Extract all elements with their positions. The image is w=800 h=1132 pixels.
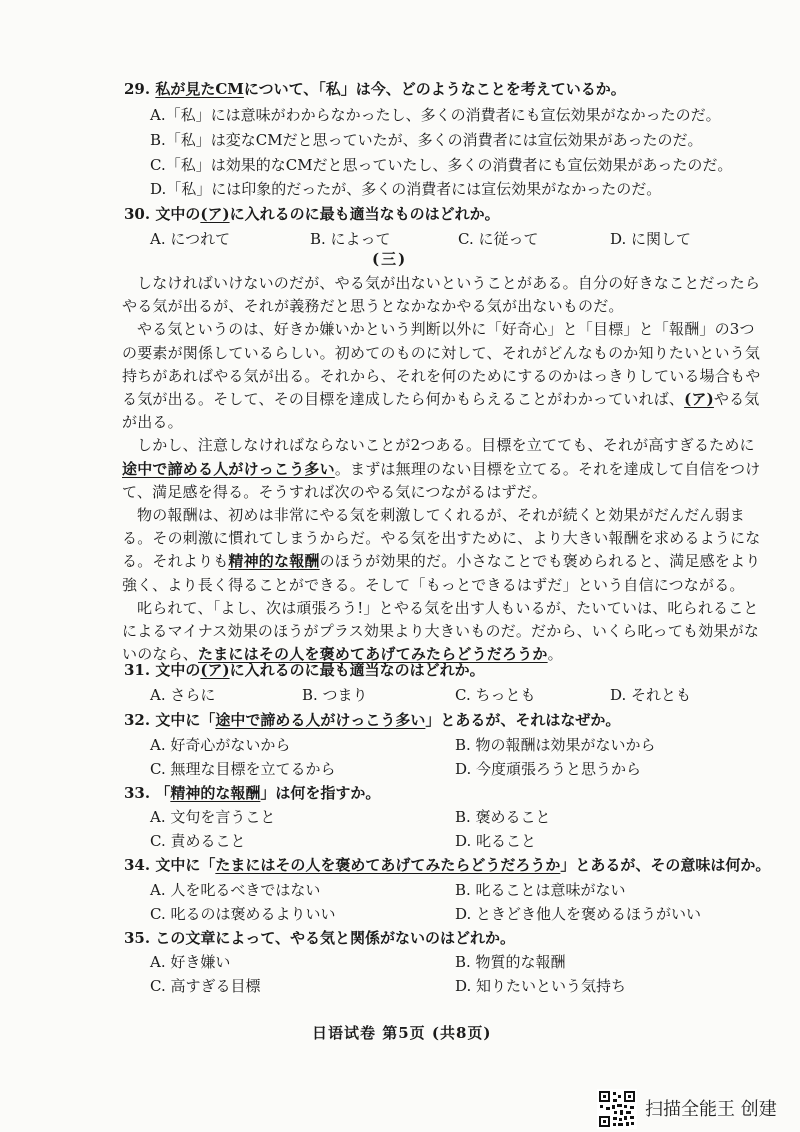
q30-option-b: B. によって — [310, 230, 391, 248]
qr-code-icon — [597, 1089, 637, 1129]
q34-underlined-phrase: たまにはその人を褒めてあげてみたらどうだろうか — [215, 856, 561, 874]
q32-option-d: D. 今度頑張ろうと思うから — [455, 760, 642, 778]
q34-option-b: B. 叱ることは意味がない — [455, 881, 626, 899]
q32-option-c: C. 無理な目標を立てるから — [150, 760, 336, 778]
q33-underlined-phrase: 精神的な報酬 — [170, 784, 261, 802]
q29-option-d: D.「私」には印象的だったが、多くの消費者には宣伝効果がなかったのだ。 — [150, 180, 662, 198]
q30-option-a: A. につれて — [150, 230, 231, 248]
scanner-watermark: 扫描全能王 创建 — [645, 1099, 777, 1120]
passage-underline-32: 途中で諦める人がけっこう多い — [122, 459, 335, 478]
reading-passage — [122, 272, 762, 666]
q35-option-c: C. 高すぎる目標 — [150, 977, 261, 995]
passage-underline-34: たまにはその人を褒めてあげてみたらどうだろうか — [198, 645, 548, 664]
q29-option-c: C.「私」は効果的なCMだと思っていたし、多くの消費者にも宣伝効果があったのだ。 — [150, 156, 733, 174]
passage-paragraph-3: しかし、注意しなければならないことが2つある。目標を立てても、それが高すぎるために途中で諦める人がけっこう多い。まずは無理のない目標を立てる。それを達成して自信をつけて、満足感を得る。そうすれば次のやる気につながるはずだ。 — [122, 436, 761, 501]
passage-blank-a: (ア) — [684, 390, 714, 409]
q31-option-a: A. さらに — [150, 686, 216, 704]
passage-underline-33: 精神的な報酬 — [228, 552, 320, 571]
q34-option-c: C. 叱るのは褒めるよりいい — [150, 905, 336, 923]
question-35-stem: 35. この文章によって、やる気と関係がないのはどれか。 — [124, 929, 516, 947]
question-30-stem: 30. 文中の(ア)に入れるのに最も適当なものはどれか。 — [124, 205, 500, 223]
q33-option-d: D. 叱ること — [455, 832, 537, 850]
passage-paragraph-5: 叱られて、「よし、次は頑張ろう!」とやる気を出す人もいるが、たいていは、叱られることによるマイナス効果のほうがプラス効果より大きいものだ。だから、いくら叱っても効果がないのなら、たまにはその人を褒めてあげてみたらどうだろうか。 — [122, 598, 760, 664]
q34-option-a: A. 人を叱るべきではない — [150, 881, 321, 899]
q29-option-b: B.「私」は変なCMだと思っていたが、多くの消費者には宣伝効果があったのだ。 — [150, 131, 703, 149]
q33-option-a: A. 文句を言うこと — [150, 808, 276, 826]
page-footer: 日语试卷 第5页 (共8页) — [312, 1024, 492, 1042]
q31-option-c: C. ちっとも — [455, 686, 536, 704]
q32-option-a: A. 好奇心がないから — [150, 736, 291, 754]
question-31-stem: 31. 文中の(ア)に入れるのに最も適当なのはどれか。 — [124, 661, 485, 679]
question-33-stem: 33. 「精神的な報酬」は何を指すか。 — [124, 784, 381, 802]
q35-option-a: A. 好き嫌い — [150, 953, 231, 971]
q31-option-d: D. それとも — [610, 686, 692, 704]
q30-option-d: D. に関して — [610, 230, 692, 248]
q31-option-b: B. つまり — [302, 686, 368, 704]
q32-option-b: B. 物の報酬は効果がないから — [455, 736, 656, 754]
passage-paragraph-4: 物の報酬は、初めは非常にやる気を刺激してくれるが、それが続くと効果がだんだん弱まる。その刺激に慣れてしまうからだ。やる気を出すために、より大きい報酬を求めるようになる。それよりも精神的な報酬のほうが効果的だ。小さなことでも褒められると、満足感をより強く、より長く得ることができる。そして「もっとできるはずだ」という自信につながる。 — [122, 506, 761, 594]
question-34-stem: 34. 文中に「たまにはその人を褒めてあげてみたらどうだろうか」とあるが、その意味は何か。 — [124, 856, 771, 874]
section-heading: (三) — [372, 250, 408, 268]
q33-option-c: C. 責めること — [150, 832, 246, 850]
q32-underlined-phrase: 途中で諦める人がけっこう多い — [215, 711, 426, 729]
q35-option-d: D. 知りたいという気持ち — [455, 977, 627, 995]
q29-underlined-phrase: 私が見たCM — [155, 80, 244, 98]
passage-paragraph-1: しなければいけないのだが、やる気が出ないということがある。自分の好きなことだったらやる気が出るが、それが義務だと思うとなかなかやる気が出ないものだ。 — [122, 274, 761, 316]
q30-blank: (ア) — [200, 205, 230, 223]
question-32-stem: 32. 文中に「途中で諦める人がけっこう多い」とあるが、それはなぜか。 — [124, 711, 621, 729]
q29-option-a: A.「私」には意味がわからなかったし、多くの消費者にも宣伝効果がなかったのだ。 — [150, 106, 721, 124]
passage-paragraph-2: やる気というのは、好きか嫌いかという判断以外に「好奇心」と「目標」と「報酬」の3つの要素が関係しているらしい。初めてのものに対して、それがどんなものか知りたいという気持ちがあればやる気が出る。それから、それを何のためにするのかはっきりしている場合もやる気が出る。そして、その目標を達成したら何かもらえることがわかっていれば、(ア)やる気が出る。 — [122, 320, 761, 432]
q33-option-b: B. 褒めること — [455, 808, 551, 826]
q35-option-b: B. 物質的な報酬 — [455, 953, 566, 971]
q30-option-c: C. に従って — [458, 230, 539, 248]
q31-blank: (ア) — [200, 661, 230, 679]
question-29-stem: 29. 私が見たCMについて、「私」は今、どのようなことを考えているか。 — [124, 80, 626, 98]
q34-option-d: D. ときどき他人を褒めるほうがいい — [455, 905, 702, 923]
